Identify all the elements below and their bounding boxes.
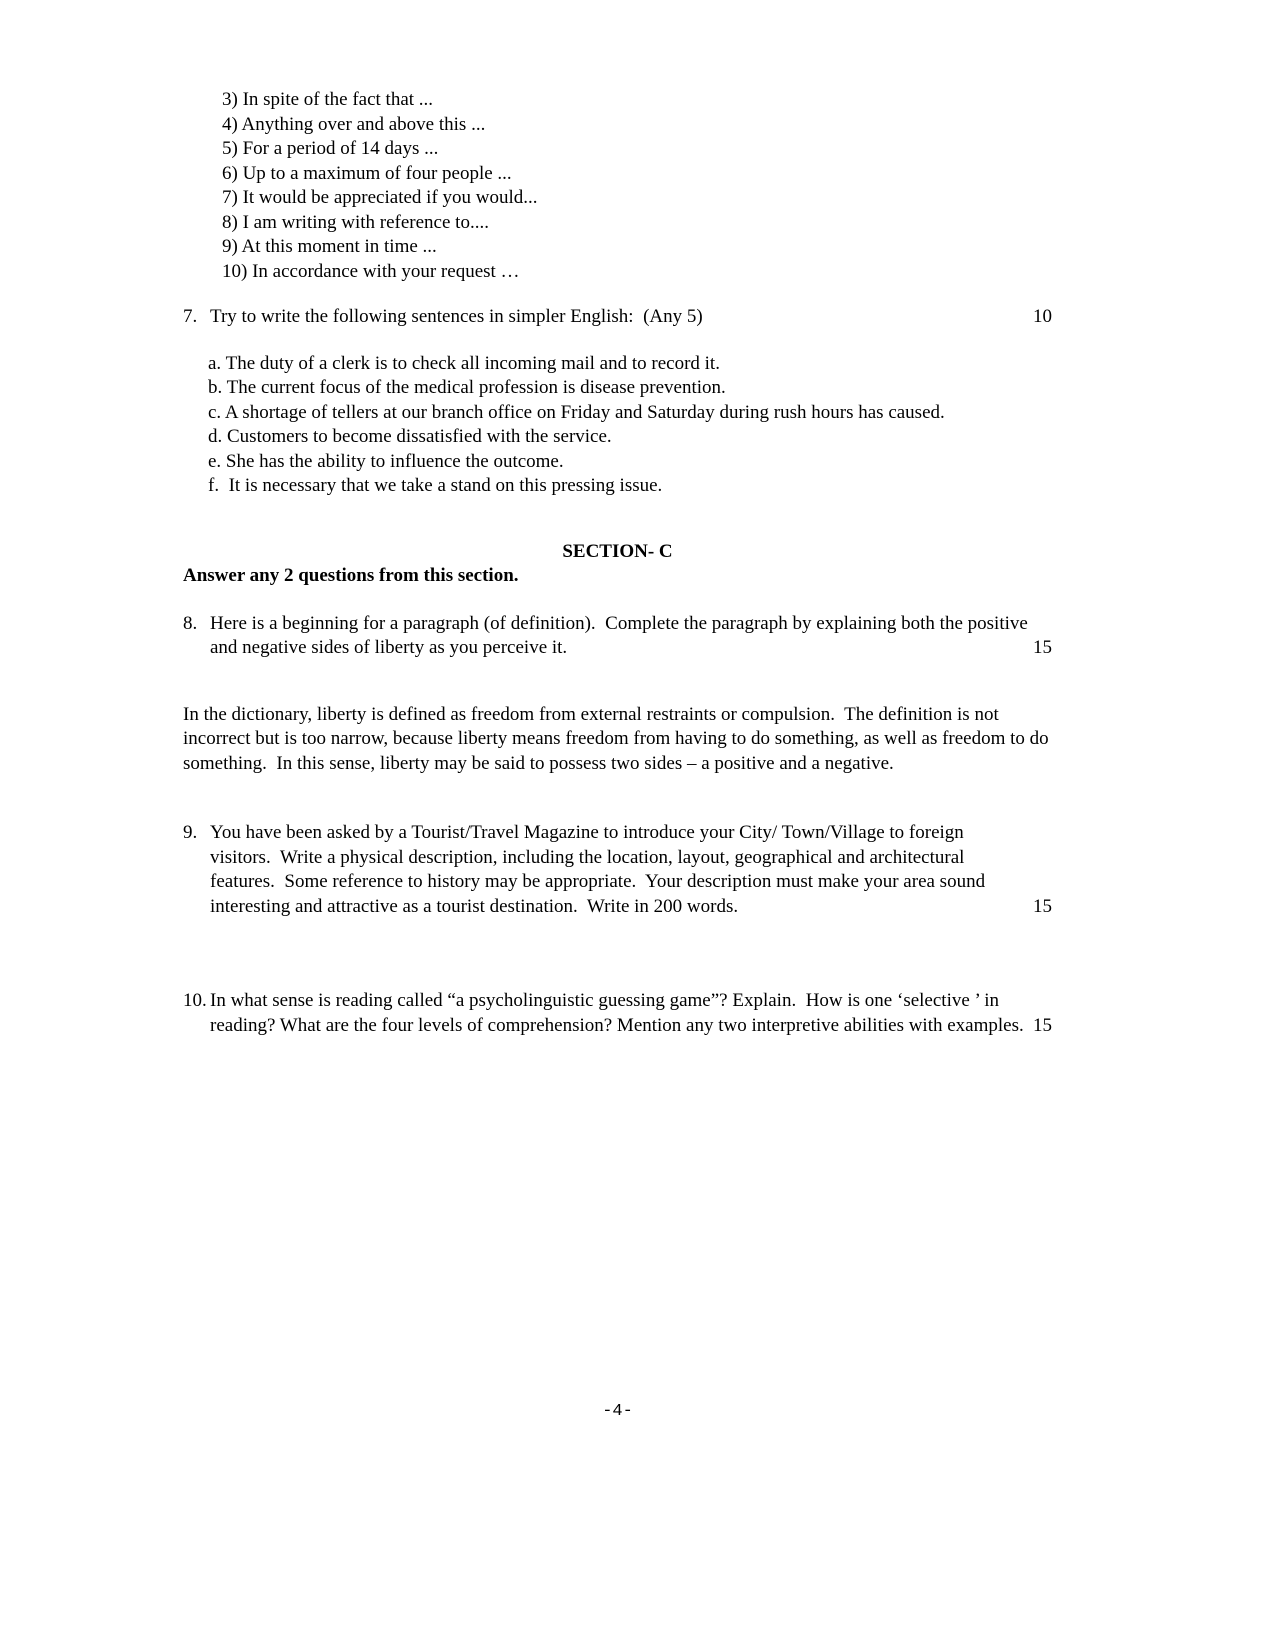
- simpler-phrases-list: [222, 88, 1052, 284]
- list-item: 8) I am writing with reference to....: [222, 211, 489, 233]
- question-9: [183, 821, 1052, 919]
- sentence-item: c. A shortage of tellers at our branch office on Friday and Saturday during rush hours has caused.: [208, 401, 945, 423]
- question-7-sentences: [208, 352, 1052, 499]
- question-8-number: 8.: [183, 612, 198, 634]
- question-7: [183, 305, 1052, 330]
- sentence-item: e. She has the ability to influence the outcome.: [208, 450, 564, 472]
- question-8: [183, 612, 1052, 661]
- question-10-marks: 15: [1033, 1014, 1052, 1036]
- section-c-instruction: Answer any 2 questions from this section.: [183, 565, 519, 586]
- question-9-text: You have been asked by a Tourist/Travel Magazine to introduce your City/ Town/Village to foreign visitors. Write a physical description, including the location, layout, geographical and architectural features. Some reference to history may be appropriate. Your description must make your area sound interesting and attractive as a tourist destination. Write in 200 words.: [210, 822, 990, 917]
- question-9-number: 9.: [183, 822, 198, 843]
- question-7-marks: 10: [1033, 306, 1052, 327]
- liberty-definition-paragraph: In the dictionary, liberty is defined as freedom from external restraints or compulsion. The definition is not incorrect but is too narrow, because liberty means freedom from having to do something, as well as freedom to do something. In this sense, liberty may be said to possess two sides – a positive and a negative.: [183, 703, 1054, 774]
- question-10-number: 10.: [183, 990, 207, 1011]
- list-item: 6) Up to a maximum of four people ...: [222, 162, 512, 184]
- sentence-item: b. The current focus of the medical profession is disease prevention.: [208, 377, 726, 398]
- list-item: 4) Anything over and above this ...: [222, 113, 486, 135]
- page-number: -4-: [602, 1402, 633, 1421]
- question-8-marks: 15: [1033, 637, 1052, 658]
- list-item: 7) It would be appreciated if you would...: [222, 187, 538, 208]
- question-10-text: In what sense is reading called “a psycholinguistic guessing game”? Explain. How is one ‘selective ’ in reading? What are the four levels of comprehension? Mention any two interpretive abilities with examples.: [210, 990, 1024, 1036]
- section-c-title: SECTION- C: [562, 540, 673, 562]
- list-item: 9) At this moment in time ...: [222, 236, 437, 257]
- question-9-marks: 15: [1033, 895, 1052, 917]
- list-item: 5) For a period of 14 days ...: [222, 138, 439, 159]
- question-7-number: 7.: [183, 306, 198, 327]
- list-item: 10) In accordance with your request …: [222, 260, 520, 282]
- question-8-text: Here is a beginning for a paragraph (of definition). Complete the paragraph by explaining both the positive and negative sides of liberty as you perceive it.: [210, 612, 1033, 658]
- question-7-text: Try to write the following sentences in simpler English: (Any 5): [210, 306, 703, 327]
- sentence-item: f. It is necessary that we take a stand on this pressing issue.: [208, 475, 663, 496]
- exam-page-content: [183, 88, 1052, 1038]
- question-10: [183, 989, 1052, 1038]
- sentence-item: a. The duty of a clerk is to check all incoming mail and to record it.: [208, 352, 720, 374]
- list-item: 3) In spite of the fact that ...: [222, 89, 434, 110]
- sentence-item: d. Customers to become dissatisfied with the service.: [208, 426, 612, 447]
